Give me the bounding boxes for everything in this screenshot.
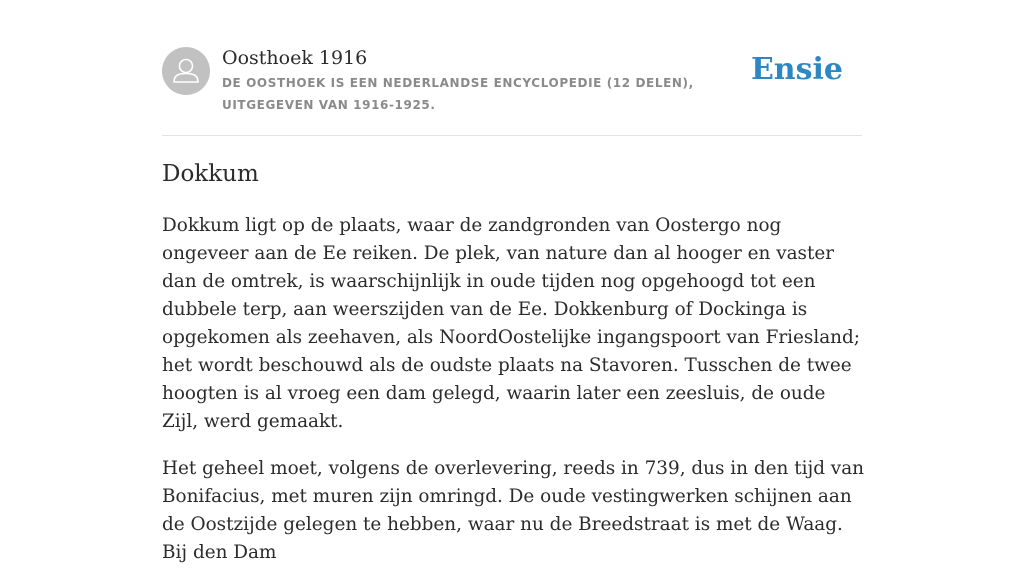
entry-body [162,212,864,586]
source-description: DE OOSTHOEK IS EEN NEDERLANDSE ENCYCLOPEDIE (12 DELEN), UITGEGEVEN VAN 1916-1925. [222,76,694,112]
entry-paragraph: Het geheel moet, volgens de overlevering, reeds in 739, dus in den tijd van Bonifacius, met muren zijn omringd. De oude vestingwerken schijnen aan de Oostzijde gelegen te hebben, waar nu de Breedstraat is met de Waag. Bij den Dam [162,458,865,563]
user-silhouette-icon [162,47,210,95]
avatar [162,47,210,95]
source-title[interactable]: Oosthoek 1916 [222,47,368,69]
entry-title: Dokkum [162,161,259,187]
entry-paragraph: Dokkum ligt op de plaats, waar de zandgronden van Oostergo nog ongeveer aan de Ee reiken. De plek, van nature dan al hooger en vaster dan de omtrek, is waarschijnlijk in oude tijden nog opgehoogd tot een dubbele terp, aan weerszijden van de Ee. Dokkenburg of Dockinga is opgekomen als zeehaven, als NoordOostelijke ingangspoort van Friesland; het wordt beschouwd als de oudste plaats na Stavoren. Tusschen de twee hoogten is al vroeg een dam gelegd, waarin later een zeesluis, de oude Zijl, werd gemaakt. [162,215,860,432]
source-header [162,46,862,136]
ensie-logo-link[interactable]: Ensie [750,52,843,87]
